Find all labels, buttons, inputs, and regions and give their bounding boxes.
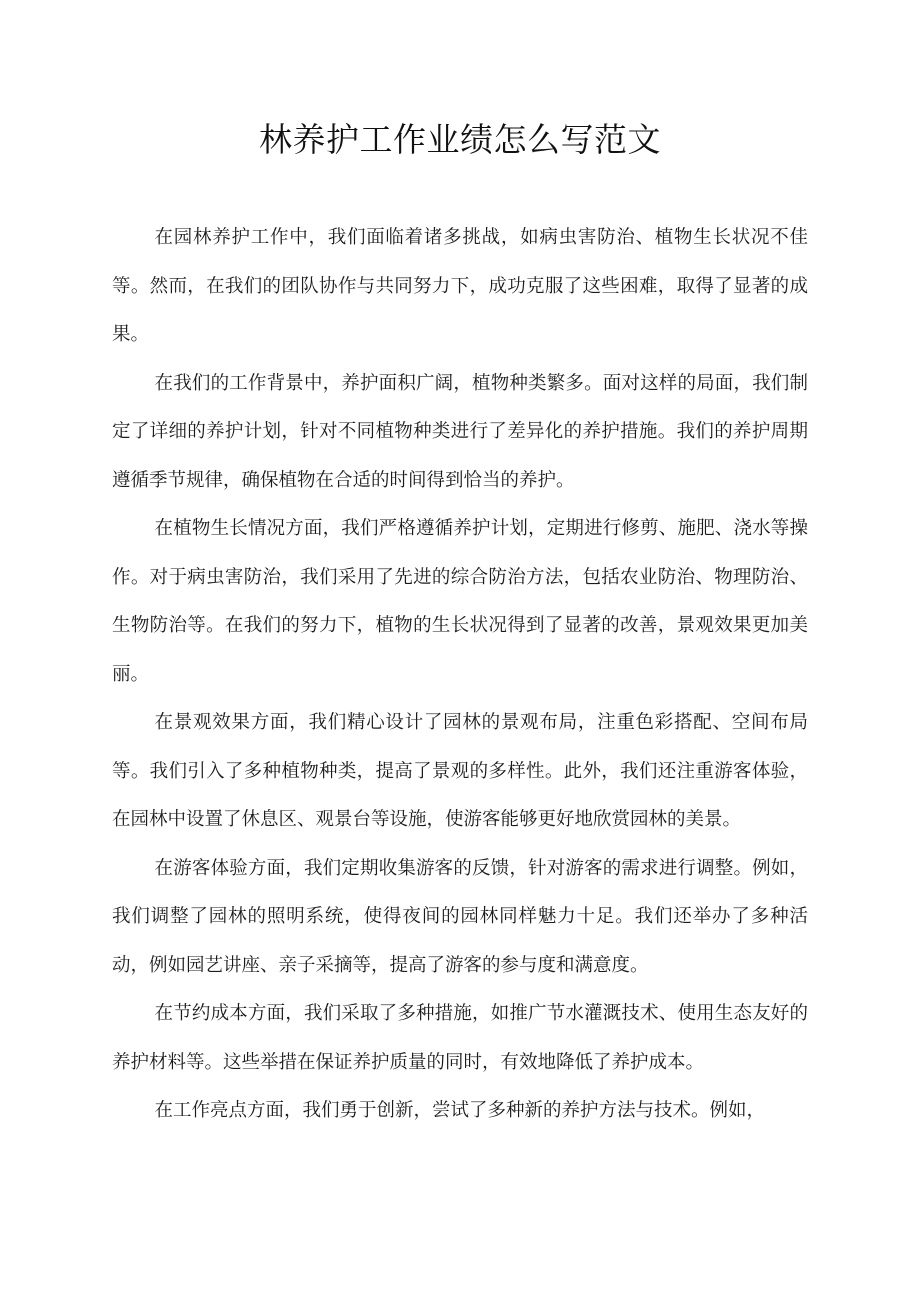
- paragraph-1: 在园林养护工作中，我们面临着诸多挑战，如病虫害防治、植物生长状况不佳等。然而，在我们的团队协作与共同努力下，成功克服了这些困难，取得了显著的成果。: [112, 227, 808, 345]
- paragraph-3: 在植物生长情况方面，我们严格遵循养护计划，定期进行修剪、施肥、浇水等操作。对于病虫害防治，我们采用了先进的综合防治方法，包括农业防治、物理防治、生物防治等。在我们的努力下，植物的生长状况得到了显著的改善，景观效果更加美丽。: [112, 518, 808, 685]
- paragraph-7: 在工作亮点方面，我们勇于创新，尝试了多种新的养护方法与技术。例如，: [154, 1100, 766, 1121]
- document-body: [112, 214, 808, 1136]
- paragraph-6: 在节约成本方面，我们采取了多种措施，如推广节水灌溉技术、使用生态友好的养护材料等。这些举措在保证养护质量的同时，有效地降低了养护成本。: [112, 1003, 808, 1073]
- paragraph-4: 在景观效果方面，我们精心设计了园林的景观布局，注重色彩搭配、空间布局等。我们引入了多种植物种类，提高了景观的多样性。此外，我们还注重游客体验，在园林中设置了休息区、观景台等设施，使游客能够更好地欣赏园林的美景。: [112, 712, 808, 830]
- paragraph-2: 在我们的工作背景中，养护面积广阔，植物种类繁多。面对这样的局面，我们制定了详细的养护计划，针对不同植物种类进行了差异化的养护措施。我们的养护周期遵循季节规律，确保植物在合适的时间得到恰当的养护。: [112, 372, 808, 491]
- document-title: 林养护工作业绩怎么写范文: [259, 120, 661, 159]
- paragraph-5: 在游客体验方面，我们定期收集游客的反馈，针对游客的需求进行调整。例如，我们调整了园林的照明系统，使得夜间的园林同样魅力十足。我们还举办了多种活动，例如园艺讲座、亲子采摘等，提高了游客的参与度和满意度。: [112, 857, 808, 976]
